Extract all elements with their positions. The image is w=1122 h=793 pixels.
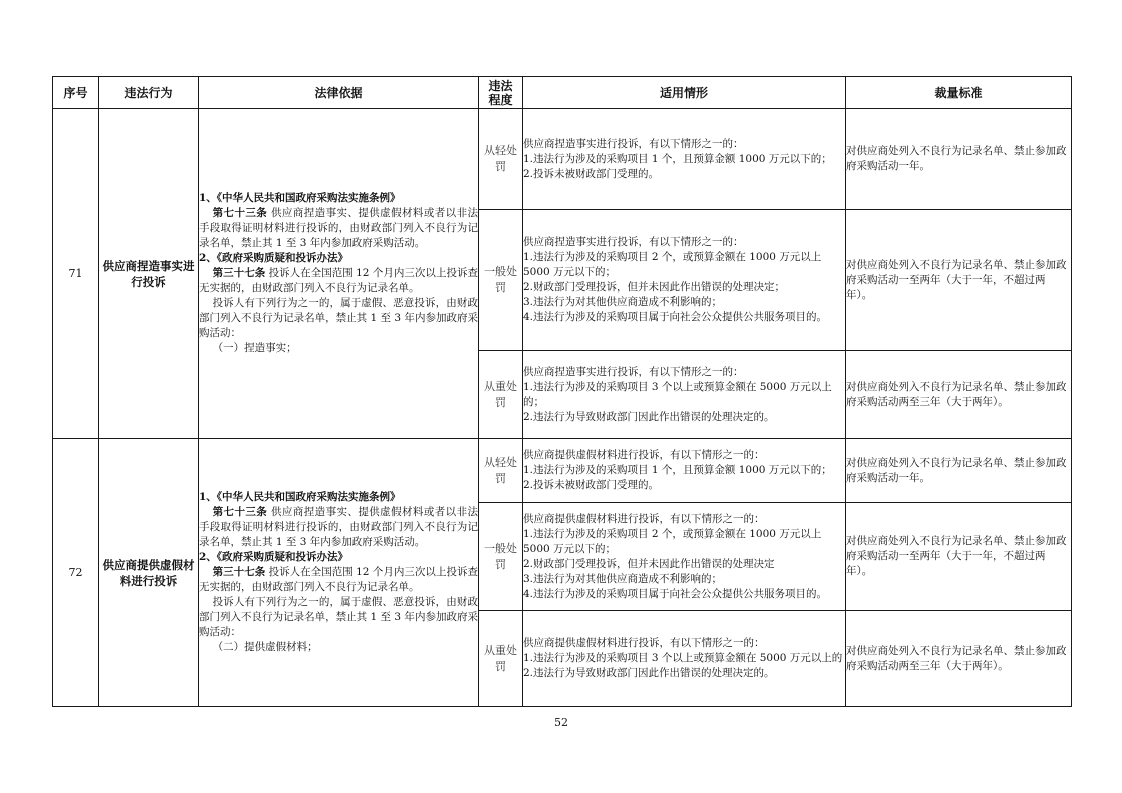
situation-general: 供应商捏造事实进行投诉，有以下情形之一的： 1.违法行为涉及的采购项目 2 个，或预算金额在 1000 万元以上 5000 万元以下的； 2.财政部门受理投诉，但并未因此作出错误的处理决定； 3.违法行为对其他供应商造成不利影响的； 4.违法行为涉及的采购项目属于向社会公众提供公共服务项目的。 (523, 210, 846, 351)
article-2: 第三十七条 投诉人在全国范围 12 个月内三次以上投诉查无实据的，由财政部门列入不良行为记录名单。 (199, 566, 479, 593)
level-general: 一般处罚 (479, 503, 523, 611)
situation-heavy: 供应商捏造事实进行投诉，有以下情形之一的： 1.违法行为涉及的采购项目 3 个以上或预算金额在 5000 万元以上的； 2.违法行为导致财政部门因此作出错误的处理决定的。 (523, 351, 846, 439)
header-no: 序号 (53, 77, 99, 109)
standard-heavy: 对供应商处列入不良行为记录名单、禁止参加政府采购活动两至三年（大于两年）。 (846, 611, 1072, 707)
law-title-1: 1、《中华人民共和国政府采购法实施条例》 (199, 192, 401, 204)
article-2-para: 投诉人有下列行为之一的，属于虚假、恶意投诉，由财政部门列入不良行为记录名单，禁止其 1 至 3 年内参加政府采购活动： (199, 596, 478, 638)
table-row (53, 439, 1072, 503)
row-number: 71 (53, 109, 99, 439)
article-2-para: 投诉人有下列行为之一的，属于虚假、恶意投诉，由财政部门列入不良行为记录名单，禁止其 1 至 3 年内参加政府采购活动： (199, 297, 478, 339)
situation-heavy: 供应商提供虚假材料进行投诉，有以下情形之一的： 1.违法行为涉及的采购项目 3 个以上或预算金额在 5000 万元以上的 2.违法行为导致财政部门因此作出错误的处理决定的。 (523, 611, 846, 707)
header-row (53, 77, 1072, 109)
article-1: 第七十三条 供应商捏造事实、提供虚假材料或者以非法手段取得证明材料进行投诉的，由财政部门列入不良行为记录名单，禁止其 1 至 3 年内参加政府采购活动。 (199, 207, 479, 249)
header-level-line1: 违法 (488, 78, 513, 93)
level-heavy: 从重处罚 (479, 351, 523, 439)
level-general: 一般处罚 (479, 210, 523, 351)
situation-light: 供应商捏造事实进行投诉，有以下情形之一的： 1.违法行为涉及的采购项目 1 个，且预算金额 1000 万元以下的； 2.投诉未被财政部门受理的。 (523, 109, 846, 210)
header-situation: 适用情形 (523, 77, 846, 109)
header-basis: 法律依据 (199, 77, 479, 109)
article-2-item: （二）提供虚假材料； (212, 641, 318, 653)
header-level-line2: 程度 (488, 92, 513, 107)
header-act: 违法行为 (99, 77, 199, 109)
article-2: 第三十七条 投诉人在全国范围 12 个月内三次以上投诉查无实据的，由财政部门列入不良行为记录名单。 (199, 267, 479, 294)
level-heavy: 从重处罚 (479, 611, 523, 707)
article-1: 第七十三条 供应商捏造事实、提供虚假材料或者以非法手段取得证明材料进行投诉的，由财政部门列入不良行为记录名单，禁止其 1 至 3 年内参加政府采购活动。 (199, 506, 479, 548)
standard-light: 对供应商处列入不良行为记录名单、禁止参加政府采购活动一年。 (846, 439, 1072, 503)
level-light: 从轻处罚 (479, 439, 523, 503)
header-level (479, 77, 523, 109)
law-title-2: 2、《政府采购质疑和投诉办法》 (199, 551, 349, 563)
level-light: 从轻处罚 (479, 109, 523, 210)
situation-general: 供应商提供虚假材料进行投诉，有以下情形之一的： 1.违法行为涉及的采购项目 2 个，或预算金额在 1000 万元以上 5000 万元以下的； 2.财政部门受理投诉，但并未因此作出错误的处理决定 3.违法行为对其他供应商造成不利影响的； 4.违法行为涉及的采购项目属于向社会公众提供公共服务项目的。 (523, 503, 846, 611)
table-row (53, 109, 1072, 210)
law-title-2: 2、《政府采购质疑和投诉办法》 (199, 252, 349, 264)
header-standard: 裁量标准 (846, 77, 1072, 109)
row-number: 72 (53, 439, 99, 707)
standard-light: 对供应商处列入不良行为记录名单、禁止参加政府采购活动一年。 (846, 109, 1072, 210)
violation-act: 供应商提供虚假材料进行投诉 (99, 439, 199, 707)
violation-act: 供应商捏造事实进行投诉 (99, 109, 199, 439)
situation-light: 供应商提供虚假材料进行投诉，有以下情形之一的： 1.违法行为涉及的采购项目 1 个，且预算金额 1000 万元以下的； 2.投诉未被财政部门受理的。 (523, 439, 846, 503)
standard-general: 对供应商处列入不良行为记录名单、禁止参加政府采购活动一至两年（大于一年，不超过两年）。 (846, 503, 1072, 611)
legal-basis (199, 109, 479, 439)
penalty-table (52, 76, 1072, 707)
legal-basis (199, 439, 479, 707)
standard-general: 对供应商处列入不良行为记录名单、禁止参加政府采购活动一至两年（大于一年，不超过两年）。 (846, 210, 1072, 351)
article-2-item: （一）捏造事实； (212, 342, 297, 354)
page-number: 52 (554, 716, 568, 729)
standard-heavy: 对供应商处列入不良行为记录名单、禁止参加政府采购活动两至三年（大于两年）。 (846, 351, 1072, 439)
law-title-1: 1、《中华人民共和国政府采购法实施条例》 (199, 491, 401, 503)
